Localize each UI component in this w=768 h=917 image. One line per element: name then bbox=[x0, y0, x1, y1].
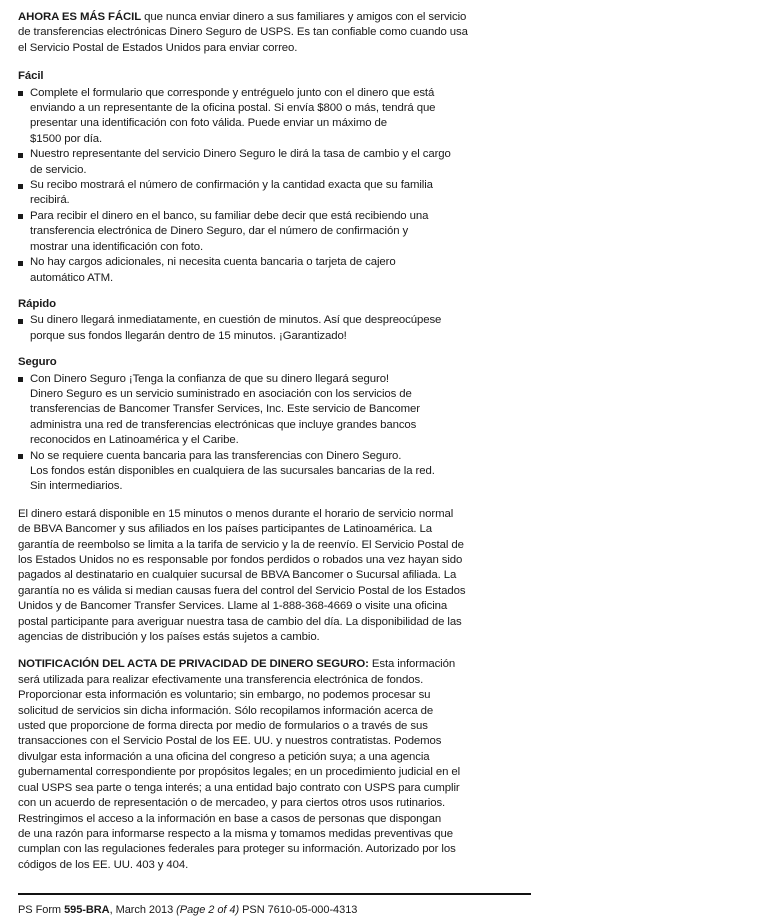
bullet-square-icon bbox=[18, 319, 23, 324]
privacy-act-notice bbox=[18, 657, 531, 873]
document-body bbox=[18, 10, 531, 873]
section-seguro bbox=[18, 355, 531, 495]
bullet-line: transferencia electrónica de Dinero Seguro, dar el número de confirmación y bbox=[30, 225, 409, 238]
bullet-line: Su dinero llegará inmediatamente, en cuestión de minutos. Así que despreocúpese bbox=[30, 314, 442, 327]
bullet-line: mostrar una identificación con foto. bbox=[30, 240, 204, 253]
privacy-line: Esta información bbox=[368, 658, 456, 671]
bullet-list-facil bbox=[18, 86, 531, 286]
list-item bbox=[18, 209, 531, 255]
privacy-line: Restringimos el acceso a la información en base a casos de personas que dispongan bbox=[18, 812, 442, 825]
spacer bbox=[18, 495, 531, 507]
footer-page-note: (Page 2 of 4) bbox=[176, 904, 240, 917]
bullet-square-icon bbox=[18, 377, 23, 382]
intro-paragraph bbox=[18, 10, 531, 56]
list-item bbox=[18, 313, 531, 344]
bullet-square-icon bbox=[18, 454, 23, 459]
privacy-line: gubernamental correspondiente por propósitos legales; en un procedimiento judicial en el bbox=[18, 766, 461, 779]
privacy-line: divulgar esta información a una oficina del congreso a petición suya; a una agencia bbox=[18, 750, 430, 763]
section-heading-seguro: Seguro bbox=[18, 356, 57, 369]
list-item bbox=[18, 178, 531, 209]
bullet-line: No hay cargos adicionales, ni necesita cuenta bancaria o tarjeta de cajero bbox=[30, 256, 396, 269]
list-item bbox=[18, 449, 531, 495]
bullet-line: Complete el formulario que corresponde y entréguelo junto con el dinero que está bbox=[30, 86, 435, 99]
privacy-line: usted que proporcione de forma directa por medio de formularios o a través de sus bbox=[18, 720, 428, 733]
bullet-list-rapido bbox=[18, 313, 531, 344]
intro-line-1: que nunca enviar dinero a sus familiares y amigos con el servicio bbox=[141, 11, 467, 23]
intro-lead-text: AHORA ES MÁS FÁCIL bbox=[18, 11, 142, 23]
disclaimer-line: de BBVA Bancomer y sus afiliados en los países participantes de Latinoamérica. La bbox=[18, 523, 433, 536]
privacy-line: cual USPS sea parte o tenga interés; a una entidad bajo contrato con USPS para cumplir bbox=[18, 781, 460, 794]
bullet-line: Nuestro representante del servicio Dinero Seguro le dirá la tasa de cambio y el cargo bbox=[30, 148, 451, 161]
footer-psn: PSN 7610-05-000-4313 bbox=[239, 904, 358, 917]
list-item bbox=[18, 147, 531, 178]
privacy-line: códigos de los EE. UU. 403 y 404. bbox=[18, 858, 189, 871]
section-heading-rapido: Rápido bbox=[18, 297, 56, 310]
bullet-line: transferencias de Bancomer Transfer Services, Inc. Este servicio de Bancomer bbox=[30, 403, 420, 416]
bullet-line: No se requiere cuenta bancaria para las transferencias con Dinero Seguro. bbox=[30, 449, 402, 462]
footer-date: , March 2013 bbox=[109, 904, 177, 917]
spacer bbox=[18, 344, 531, 355]
section-facil bbox=[18, 69, 531, 286]
privacy-line: solicitud de servicios sin dicha información. Sólo recopilamos información acerca de bbox=[18, 704, 434, 717]
bullet-line: presentar una identificación con foto válida. Puede enviar un máximo de bbox=[30, 117, 387, 130]
bullet-line: de servicio. bbox=[30, 163, 87, 176]
disclaimer-line: Unidos y de Bancomer Transfer Services. Llame al 1-888-368-4669 o visite una oficina bbox=[18, 600, 448, 613]
disclaimer-line: los Estados Unidos no es responsable por fondos perdidos o robados una vez hayan sido bbox=[18, 554, 463, 566]
disclaimer-line: garantía no es válida si median causas fuera del control del Servicio Postal de los Estados bbox=[18, 584, 466, 597]
bullet-list-seguro bbox=[18, 372, 531, 495]
bullet-square-icon bbox=[18, 153, 23, 158]
bullet-square-icon bbox=[18, 214, 23, 219]
bullet-line: Para recibir el dinero en el banco, su familiar debe decir que está recibiendo una bbox=[30, 209, 429, 222]
bullet-line: Su recibo mostrará el número de confirmación y la cantidad exacta que su familia bbox=[30, 179, 433, 192]
list-item bbox=[18, 255, 531, 286]
privacy-notice-heading: NOTIFICACIÓN DEL ACTA DE PRIVACIDAD DE DINERO SEGURO: bbox=[18, 658, 369, 671]
form-footer bbox=[18, 903, 768, 917]
spacer bbox=[18, 286, 531, 297]
bullet-line: reconocidos en Latinoamérica y el Caribe. bbox=[30, 434, 239, 447]
bullet-line: administra una red de transferencias electrónicas que incluye grandes bancos bbox=[30, 418, 417, 431]
footer-form-number: 595-BRA bbox=[64, 904, 110, 917]
bullet-line: enviando a un representante de la oficina postal. Si envía $800 o más, tendrá que bbox=[30, 102, 436, 115]
privacy-line: Proporcionar esta información es voluntario; sin embargo, no podemos procesar su bbox=[18, 689, 431, 702]
disclaimer-line: agencias de distribución y los países estás sujetos a cambio. bbox=[18, 631, 320, 644]
footer-divider bbox=[18, 893, 531, 895]
bullet-line: recibirá. bbox=[30, 194, 70, 207]
disclaimer-paragraph bbox=[18, 507, 531, 646]
bullet-line: Con Dinero Seguro ¡Tenga la confianza de que su dinero llegará seguro! bbox=[30, 372, 390, 385]
spacer bbox=[18, 645, 531, 657]
bullet-line: $1500 por día. bbox=[30, 132, 103, 145]
bullet-line: automático ATM. bbox=[30, 271, 114, 284]
bullet-square-icon bbox=[18, 184, 23, 189]
bullet-line: Los fondos están disponibles en cualquiera de las sucursales bancarias de la red. bbox=[30, 464, 435, 477]
bullet-line: Dinero Seguro es un servicio suministrado en asociación con los servicios de bbox=[30, 387, 412, 400]
bullet-square-icon bbox=[18, 261, 23, 266]
privacy-line: será utilizada para realizar efectivamente una transferencia electrónica de fondos. bbox=[18, 673, 424, 686]
bullet-line: porque sus fondos llegarán dentro de 15 minutos. ¡Garantizado! bbox=[30, 329, 347, 342]
bullet-line: Sin intermediarios. bbox=[30, 480, 123, 493]
list-item bbox=[18, 86, 531, 148]
privacy-line: cumplan con las regulaciones federales para proteger su información. Autorizado por los bbox=[18, 843, 456, 856]
privacy-line: transacciones con el Servicio Postal de los EE. UU. y nuestros contratistas. Podemos bbox=[18, 735, 442, 748]
intro-line-2: de transferencias electrónicas Dinero Seguro de USPS. Es tan confiable como cuando usa bbox=[18, 26, 468, 39]
bullet-square-icon bbox=[18, 91, 23, 96]
intro-line-3: el Servicio Postal de Estados Unidos para enviar correo. bbox=[18, 41, 298, 54]
disclaimer-line: pagados al destinatario en cualquier sucursal de BBVA Bancomer o Sucursal afiliada. La bbox=[18, 569, 457, 582]
privacy-line: de una razón para informarse respecto a la misma y tomamos medidas preventivas que bbox=[18, 827, 453, 840]
section-heading-facil: Fácil bbox=[18, 70, 44, 83]
disclaimer-line: El dinero estará disponible en 15 minutos o menos durante el horario de servicio normal bbox=[18, 507, 454, 520]
privacy-line: con un acuerdo de representación o de mercadeo, y para ciertos otros usos rutinarios. bbox=[18, 797, 446, 810]
footer-prefix: PS Form bbox=[18, 904, 65, 917]
list-item bbox=[18, 372, 531, 449]
section-rapido bbox=[18, 297, 531, 344]
disclaimer-line: garantía de reembolso se limita a la tarifa de servicio y la de reenvío. El Servicio Postal de bbox=[18, 538, 464, 551]
disclaimer-line: postal participante para averiguar nuestra tasa de cambio del día. La disponibilidad de las bbox=[18, 615, 462, 628]
